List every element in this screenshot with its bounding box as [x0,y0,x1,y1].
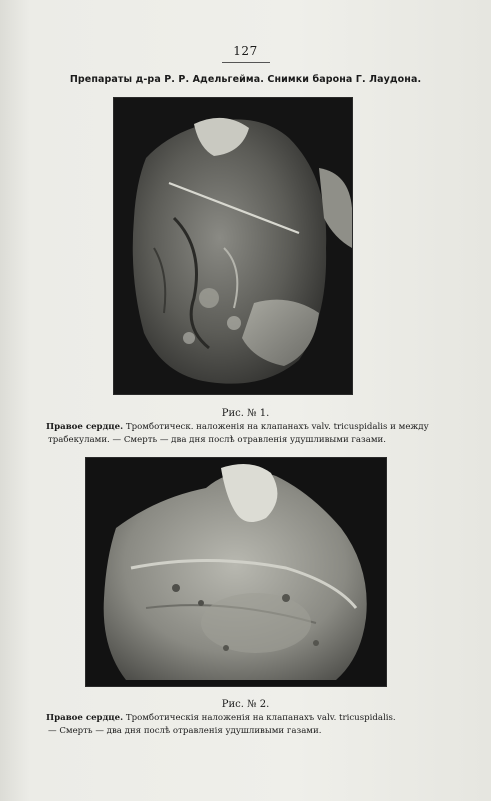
figure-2-photo [86,458,386,686]
heart-specimen-2-image [86,458,386,686]
figure-1-caption-title: Правое сердце. [46,422,124,432]
figure-2-caption-title: Правое сердце. [46,713,124,723]
page-number-rule [222,62,270,63]
figure-1-caption-line-2: трабекулами. — Смерть — два дня послѣ отравленія удушливыми газами. [48,435,386,445]
figure-1-photo [114,98,352,394]
figure-1-caption-line-1: Тромботическ. наложенія на клапанахъ valv. tricuspidalis и между [125,422,429,432]
page-number: 127 [233,44,258,58]
heart-specimen-1-image [114,98,352,394]
figure-2-caption [46,712,446,738]
figure-2-label: Рис. № 2. [221,699,270,710]
figure-1-caption [46,421,446,447]
figure-2-caption-line-1: Тромботическія наложенія на клапанахъ valv. tricuspidalis. [125,713,396,723]
page-header: Препараты д-ра Р. Р. Адельгейма. Снимки барона Г. Лаудона. [69,74,422,85]
figure-1-label: Рис. № 1. [221,408,270,419]
figure-2-caption-line-2: — Смерть — два дня послѣ отравленія удушливыми газами. [48,726,322,736]
